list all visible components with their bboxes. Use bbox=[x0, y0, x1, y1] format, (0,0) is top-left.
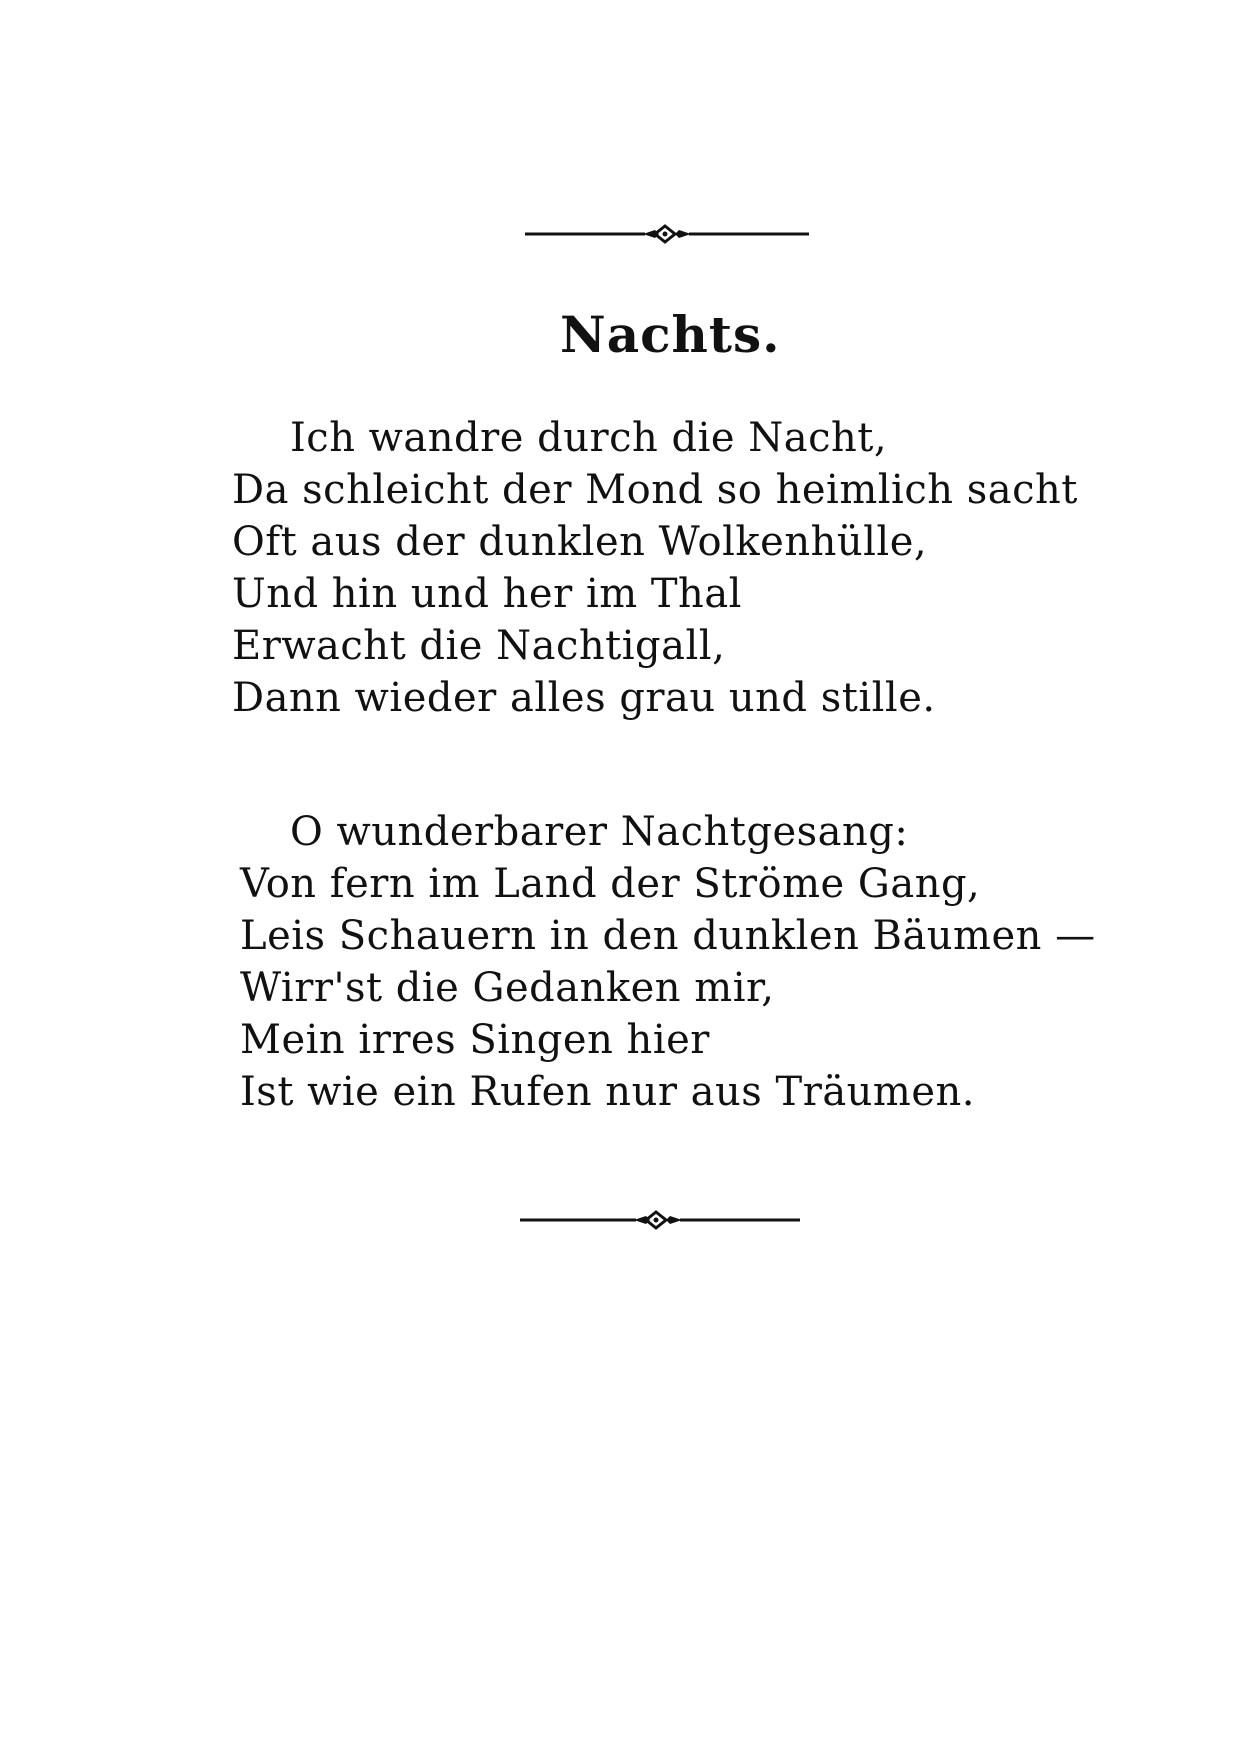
poem-line: Da schleicht der Mond so heimlich sacht bbox=[232, 467, 1078, 513]
bottom-divider-ornament bbox=[520, 1208, 800, 1232]
poem-line: Dann wieder alles grau und stille. bbox=[232, 675, 936, 721]
poem-line: Oft aus der dunklen Wolkenhülle, bbox=[232, 519, 928, 565]
poem-line: Von fern im Land der Ströme Gang, bbox=[240, 861, 981, 907]
poem-line: Leis Schauern in den dunklen Bäumen — bbox=[240, 913, 1096, 959]
top-divider-ornament bbox=[525, 222, 809, 246]
poem-line: Mein irres Singen hier bbox=[240, 1017, 710, 1063]
poem-line: Erwacht die Nachtigall, bbox=[232, 623, 726, 669]
poem-line: O wunderbarer Nachtgesang: bbox=[290, 809, 909, 855]
poem-line: Ich wandre durch die Nacht, bbox=[290, 415, 888, 461]
poem-line: Wirr'st die Gedanken mir, bbox=[240, 965, 775, 1011]
poem-line: Ist wie ein Rufen nur aus Träumen. bbox=[240, 1069, 976, 1115]
poem-line: Und hin und her im Thal bbox=[232, 571, 742, 617]
poem-title: Nachts. bbox=[560, 305, 781, 364]
